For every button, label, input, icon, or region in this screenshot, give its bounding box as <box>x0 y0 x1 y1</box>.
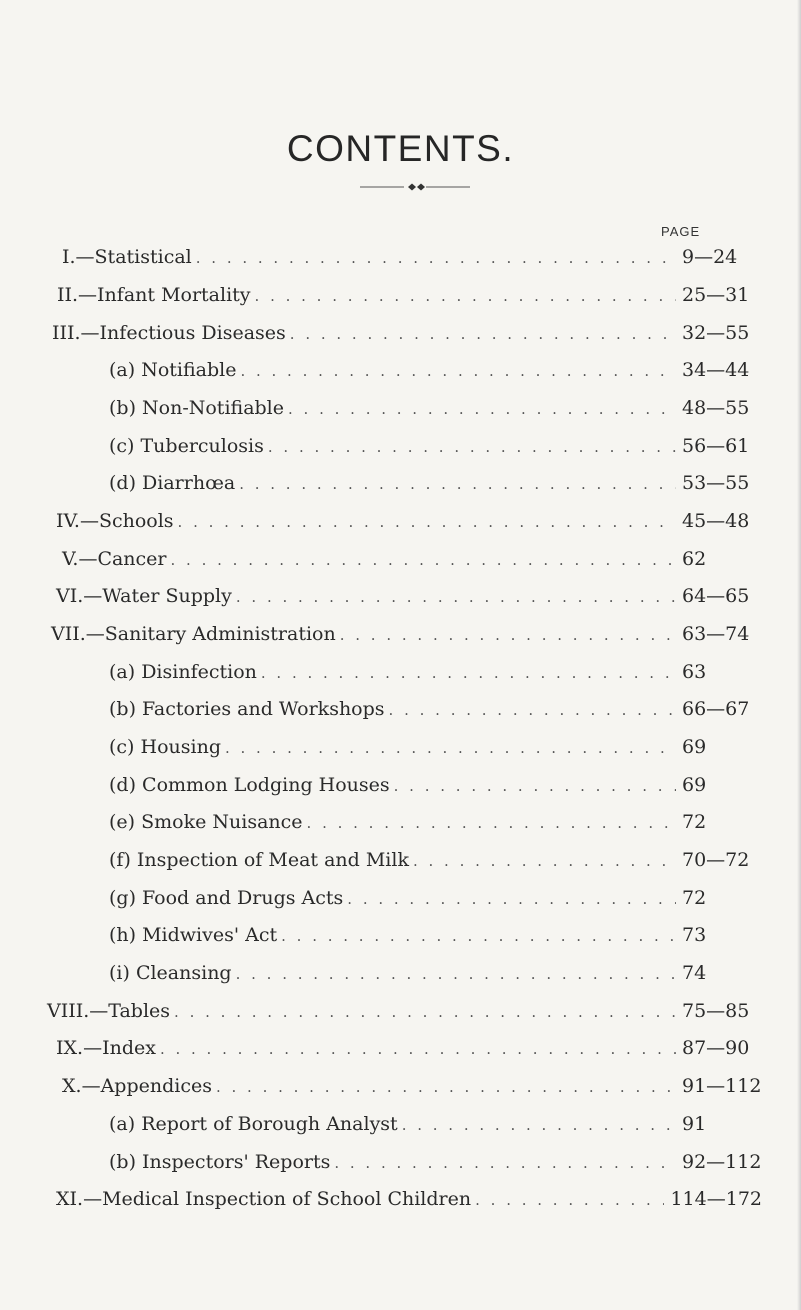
toc-leader <box>255 282 676 310</box>
page-edge-shadow <box>797 0 801 1310</box>
toc-entry-label: (a) Report of Borough Analyst <box>109 1113 398 1135</box>
toc-entry-page: 48—55 <box>682 397 750 419</box>
toc-entry-label: VII.—Sanitary Administration <box>51 623 336 645</box>
toc-entry-label: (i) Cleansing <box>109 962 232 984</box>
toc-entry <box>56 1185 762 1213</box>
toc-leader <box>225 734 676 762</box>
toc-entry-page: 91—112 <box>682 1075 762 1097</box>
toc-entry-page: 87—90 <box>682 1037 750 1059</box>
toc-entry-label: (d) Common Lodging Houses <box>109 774 390 796</box>
toc-leader <box>236 960 676 988</box>
toc-entry-page: 73 <box>682 924 707 946</box>
toc-leader <box>413 847 676 875</box>
toc-entry-page: 34—44 <box>682 359 750 381</box>
toc-entry-page: 70—72 <box>682 849 750 871</box>
toc-leader <box>281 922 676 950</box>
toc-entry <box>62 243 762 271</box>
toc-leader <box>261 659 676 687</box>
toc-entry <box>109 356 762 384</box>
toc-entry-label: VI.—Water Supply <box>56 585 232 607</box>
toc-leader <box>240 357 676 385</box>
toc-entry <box>109 733 762 761</box>
toc-entry-label: (e) Smoke Nuisance <box>109 811 303 833</box>
toc-entry-page: 92—112 <box>682 1151 762 1173</box>
toc-entry-label: IV.—Schools <box>56 510 174 532</box>
toc-entry-page: 72 <box>682 887 707 909</box>
page-title: CONTENTS. <box>286 128 515 169</box>
toc-leader <box>347 885 676 913</box>
toc-entry-page: 91 <box>682 1113 707 1135</box>
toc-leader <box>340 621 676 649</box>
toc-leader <box>236 583 676 611</box>
toc-entry <box>56 582 762 610</box>
toc-entry <box>56 507 762 535</box>
toc-entry-page: 25—31 <box>682 284 750 306</box>
toc-entry-label: VIII.—Tables <box>47 1000 171 1022</box>
toc-leader <box>174 998 676 1026</box>
toc-entry-page: 74 <box>682 962 707 984</box>
toc-leader <box>196 244 676 272</box>
toc-entry-label: (c) Tuberculosis <box>109 435 264 457</box>
toc-entry-page: 64—65 <box>682 585 750 607</box>
toc-entry <box>62 545 762 573</box>
toc-entry <box>52 319 762 347</box>
toc-leader <box>288 395 676 423</box>
toc-entry-label: (c) Housing <box>109 736 221 758</box>
toc-entry-label: IX.—Index <box>56 1037 156 1059</box>
toc-entry-page: 69 <box>682 774 707 796</box>
toc-entry-page: 69 <box>682 736 707 758</box>
toc-leader <box>394 772 676 800</box>
toc-entry-page: 62 <box>682 548 707 570</box>
toc-entry-page: 45—48 <box>682 510 750 532</box>
toc-entry <box>47 997 762 1025</box>
toc-leader <box>402 1111 676 1139</box>
toc-entry-label: XI.—Medical Inspection of School Children <box>56 1188 472 1210</box>
page-column-header: PAGE <box>661 224 701 239</box>
toc-leader <box>389 696 676 724</box>
toc-entry-page: 75—85 <box>682 1000 750 1022</box>
toc-leader <box>307 809 676 837</box>
toc-entry <box>51 620 762 648</box>
toc-leader <box>475 1186 664 1214</box>
toc-entry-label: (g) Food and Drugs Acts <box>109 887 344 909</box>
toc-entry-label: (b) Factories and Workshops <box>109 698 385 720</box>
toc-entry-label: (a) Notifiable <box>109 359 237 381</box>
toc-entry-label: (f) Inspection of Meat and Milk <box>109 849 409 871</box>
toc-entry-page: 114—172 <box>670 1188 762 1210</box>
toc-entry-label: (a) Disinfection <box>109 661 257 683</box>
toc-entry-label: II.—Infant Mortality <box>57 284 251 306</box>
toc-leader <box>160 1035 676 1063</box>
toc-entry-page: 66—67 <box>682 698 750 720</box>
toc-entry-label: III.—Infectious Diseases <box>52 322 286 344</box>
toc-entry <box>109 394 762 422</box>
toc-entry-page: 63—74 <box>682 623 750 645</box>
toc-entry <box>109 695 762 723</box>
toc-leader <box>171 546 676 574</box>
toc-entry-label: X.—Appendices <box>62 1075 212 1097</box>
toc-entry <box>109 771 762 799</box>
toc-entry <box>109 808 762 836</box>
toc-leader <box>268 433 676 461</box>
toc-entry-label: (b) Inspectors' Reports <box>109 1151 331 1173</box>
toc-entry-page: 56—61 <box>682 435 750 457</box>
toc-entry-page: 72 <box>682 811 707 833</box>
toc-entry-page: 32—55 <box>682 322 750 344</box>
toc-entry-page: 63 <box>682 661 707 683</box>
toc-entry-label: (d) Diarrhœa <box>109 472 236 494</box>
toc-entry <box>109 658 762 686</box>
toc-entry-label: (b) Non-Notifiable <box>109 397 285 419</box>
toc-leader <box>239 470 676 498</box>
toc-entry <box>62 1072 762 1100</box>
toc-entry <box>57 281 762 309</box>
toc-entry-page: 9—24 <box>682 246 738 268</box>
toc-entry <box>109 921 762 949</box>
toc-entry <box>109 846 762 874</box>
toc-leader <box>334 1149 676 1177</box>
toc-entry <box>56 1034 762 1062</box>
toc-entry <box>109 884 762 912</box>
toc-entry <box>109 469 762 497</box>
toc-entry-label: (h) Midwives' Act <box>109 924 278 946</box>
toc-entry-page: 53—55 <box>682 472 750 494</box>
toc-entry-label: I.—Statistical <box>62 246 192 268</box>
toc-entry <box>109 432 762 460</box>
toc-entry-label: V.—Cancer <box>62 548 167 570</box>
toc-leader <box>178 508 676 536</box>
toc-entry <box>109 1110 762 1138</box>
toc-leader <box>290 320 676 348</box>
toc-entry <box>109 959 762 987</box>
toc-entry <box>109 1148 762 1176</box>
toc-leader <box>216 1073 676 1101</box>
